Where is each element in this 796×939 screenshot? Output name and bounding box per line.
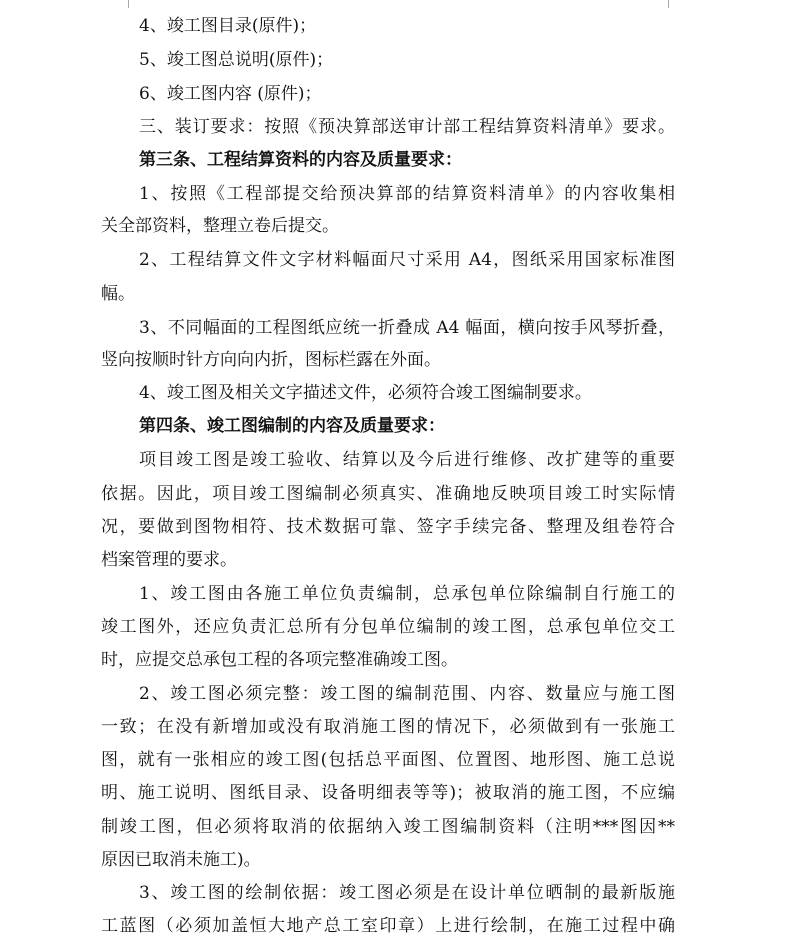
paragraph-line: 工蓝图（必须加盖恒大地产总工室印章）上进行绘制，在施工过程中确 — [101, 916, 675, 936]
paragraph-line: 4、竣工图及相关文字描述文件，必须符合竣工图编制要求。 — [139, 383, 592, 403]
paragraph-line: 3、竣工图的绘制依据：竣工图必须是在设计单位晒制的最新版施 — [139, 883, 675, 903]
paragraph-line: 竖向按顺时针方向向内折，图标栏露在外面。 — [101, 350, 441, 370]
paragraph-line: 幅。 — [101, 284, 135, 304]
paragraph-line: 关全部资料，整理立卷后提交。 — [101, 216, 339, 236]
paragraph-line: 6、竣工图内容 (原件)； — [139, 84, 322, 104]
paragraph-line: 竣工图外，还应负责汇总所有分包单位编制的竣工图，总承包单位交工 — [101, 617, 675, 637]
paragraph-line: 依据。因此，项目竣工图编制必须真实、准确地反映项目竣工时实际情 — [101, 484, 675, 504]
paragraph-line: 时，应提交总承包工程的各项完整准确竣工图。 — [101, 650, 458, 670]
paragraph-line: 项目竣工图是竣工验收、结算以及今后进行维修、改扩建等的重要 — [139, 450, 675, 470]
paragraph-line: 原因已取消未施工)。 — [101, 850, 261, 870]
paragraph-line: 2、竣工图必须完整：竣工图的编制范围、内容、数量应与施工图 — [139, 684, 675, 704]
section-heading: 第三条、工程结算资料的内容及质量要求： — [139, 150, 462, 170]
paragraph-line: 图，就有一张相应的竣工图(包括总平面图、位置图、地形图、施工总说 — [101, 750, 675, 770]
paragraph-line: 4、竣工图目录(原件)； — [139, 16, 317, 36]
paragraph-line: 1、竣工图由各施工单位负责编制，总承包单位除编制自行施工的 — [139, 584, 675, 604]
page-corner-mark-right — [668, 0, 697, 8]
paragraph-line: 2、工程结算文件文字材料幅面尺寸采用 A4，图纸采用国家标准图 — [139, 250, 675, 270]
paragraph-line: 三、装订要求：按照《预决算部送审计部工程结算资料清单》要求。 — [139, 117, 675, 137]
paragraph-line: 档案管理的要求。 — [101, 550, 237, 570]
page-corner-mark-left — [100, 0, 129, 8]
paragraph-line: 3、不同幅面的工程图纸应统一折叠成 A4 幅面，横向按手风琴折叠， — [139, 318, 675, 338]
paragraph-line: 况，要做到图物相符、技术数据可靠、签字手续完备、整理及组卷符合 — [101, 517, 675, 537]
paragraph-line: 制竣工图，但必须将取消的依据纳入竣工图编制资料（注明***图因** — [101, 817, 675, 837]
paragraph-line: 一致；在没有新增加或没有取消施工图的情况下，必须做到有一张施工 — [101, 717, 675, 737]
paragraph-line: 明、施工说明、图纸目录、设备明细表等等)；被取消的施工图，不应编 — [101, 783, 675, 803]
paragraph-line: 1、按照《工程部提交给预决算部的结算资料清单》的内容收集相 — [139, 184, 675, 204]
section-heading: 第四条、竣工图编制的内容及质量要求： — [139, 416, 445, 436]
paragraph-line: 5、竣工图总说明(原件)； — [139, 50, 334, 70]
